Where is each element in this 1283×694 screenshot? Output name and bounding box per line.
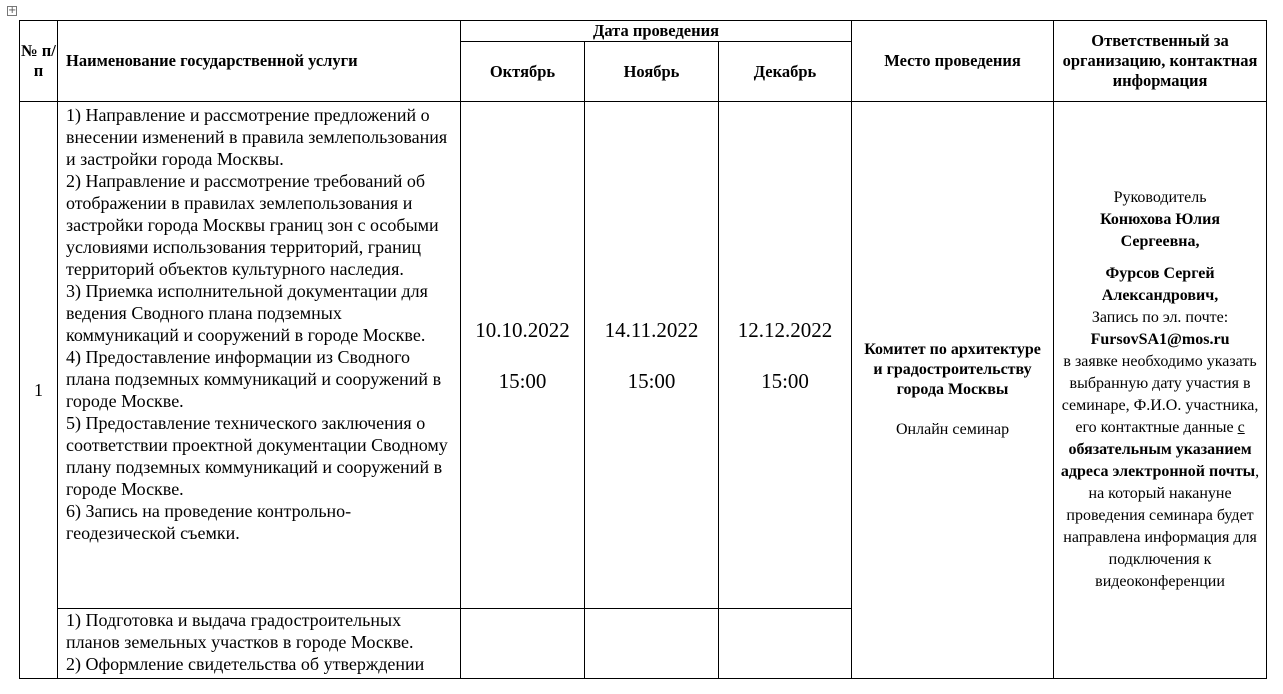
header-responsible: Ответственный за организацию, контактная информация bbox=[1054, 21, 1267, 102]
header-date-group: Дата проведения bbox=[461, 21, 852, 42]
date-value: 14.11.2022 bbox=[604, 317, 699, 342]
schedule-table bbox=[19, 20, 1267, 679]
contact-role: Руководитель bbox=[1113, 189, 1207, 206]
service-item: 3) Приемка исполнительной документации для ведения Сводного плана подземных коммуникаций и сооружений в городе Москве. bbox=[66, 281, 428, 345]
service-item: 4) Предоставление информации из Сводного плана подземных коммуникаций и сооружений в городе Москве. bbox=[66, 347, 442, 411]
place-organization: Комитет по архитектуре и градостроительству города Москвы bbox=[864, 341, 1041, 398]
contact-cell bbox=[1054, 102, 1267, 679]
date-value: 10.10.2022 bbox=[475, 317, 570, 342]
time-value: 15:00 bbox=[498, 368, 547, 393]
service-item: 2) Оформление свидетельства об утверждении bbox=[66, 654, 425, 674]
contact-second-name: Фурсов Сергей Александрович, bbox=[1101, 265, 1219, 304]
time-value: 15:00 bbox=[761, 368, 809, 393]
row-number: 1 bbox=[20, 102, 58, 679]
place-format: Онлайн семинар bbox=[895, 421, 1010, 438]
contact-note-end: , на который накануне проведения семинара будет направлена информация для подключения к видеоконференции bbox=[1063, 463, 1260, 590]
service-item: 6) Запись на проведение контрольно-геодезической съемки. bbox=[66, 501, 352, 543]
service-item: 1) Подготовка и выдача градостроительных планов земельных участков в городе Москве. bbox=[66, 610, 414, 652]
date-december bbox=[719, 102, 852, 609]
date-december bbox=[719, 609, 852, 679]
date-october bbox=[461, 609, 585, 679]
service-list bbox=[58, 102, 461, 609]
header-service: Наименование государственной услуги bbox=[58, 21, 461, 102]
contact-signup: Запись по эл. почте: bbox=[1091, 309, 1229, 326]
table-row bbox=[20, 102, 1267, 609]
place-cell bbox=[852, 102, 1054, 679]
header-month-november: Ноябрь bbox=[585, 42, 719, 102]
contact-note: в заявке необходимо указать выбранную дату участия в семинаре, Ф.И.О. участника, его контактные данные bbox=[1061, 353, 1259, 436]
header-month-december: Декабрь bbox=[719, 42, 852, 102]
date-value: 12.12.2022 bbox=[737, 317, 833, 342]
service-item: 2) Направление и рассмотрение требований об отображении в правилах землепользования и застройки города Москвы границ зон с особыми условиями использования территорий, границ территорий объектов культурного наследия. bbox=[66, 171, 439, 279]
header-num: № п/п bbox=[20, 21, 58, 102]
contact-email[interactable]: FursovSA1@mos.ru bbox=[1090, 331, 1230, 348]
date-november bbox=[585, 102, 719, 609]
service-list bbox=[58, 609, 461, 679]
header-place: Место проведения bbox=[852, 21, 1054, 102]
date-november bbox=[585, 609, 719, 679]
contact-note-bold: обязательным указанием адреса электронной почты bbox=[1060, 441, 1256, 480]
header-month-october: Октябрь bbox=[461, 42, 585, 102]
plus-square-icon[interactable]: + bbox=[8, 5, 17, 16]
contact-head-name: Конюхова Юлия Сергеевна, bbox=[1100, 211, 1220, 250]
date-october bbox=[461, 102, 585, 609]
header-row bbox=[20, 21, 1267, 42]
service-item: 5) Предоставление технического заключения о соответствии проектной документации Сводному плану подземных коммуникаций и сооружений в городе Москве. bbox=[66, 413, 448, 499]
time-value: 15:00 bbox=[627, 368, 676, 393]
service-item: 1) Направление и рассмотрение предложений о внесении изменений в правила землепользования и застройки города Москвы. bbox=[66, 105, 448, 169]
contact-note-underlined: с bbox=[1237, 419, 1245, 436]
